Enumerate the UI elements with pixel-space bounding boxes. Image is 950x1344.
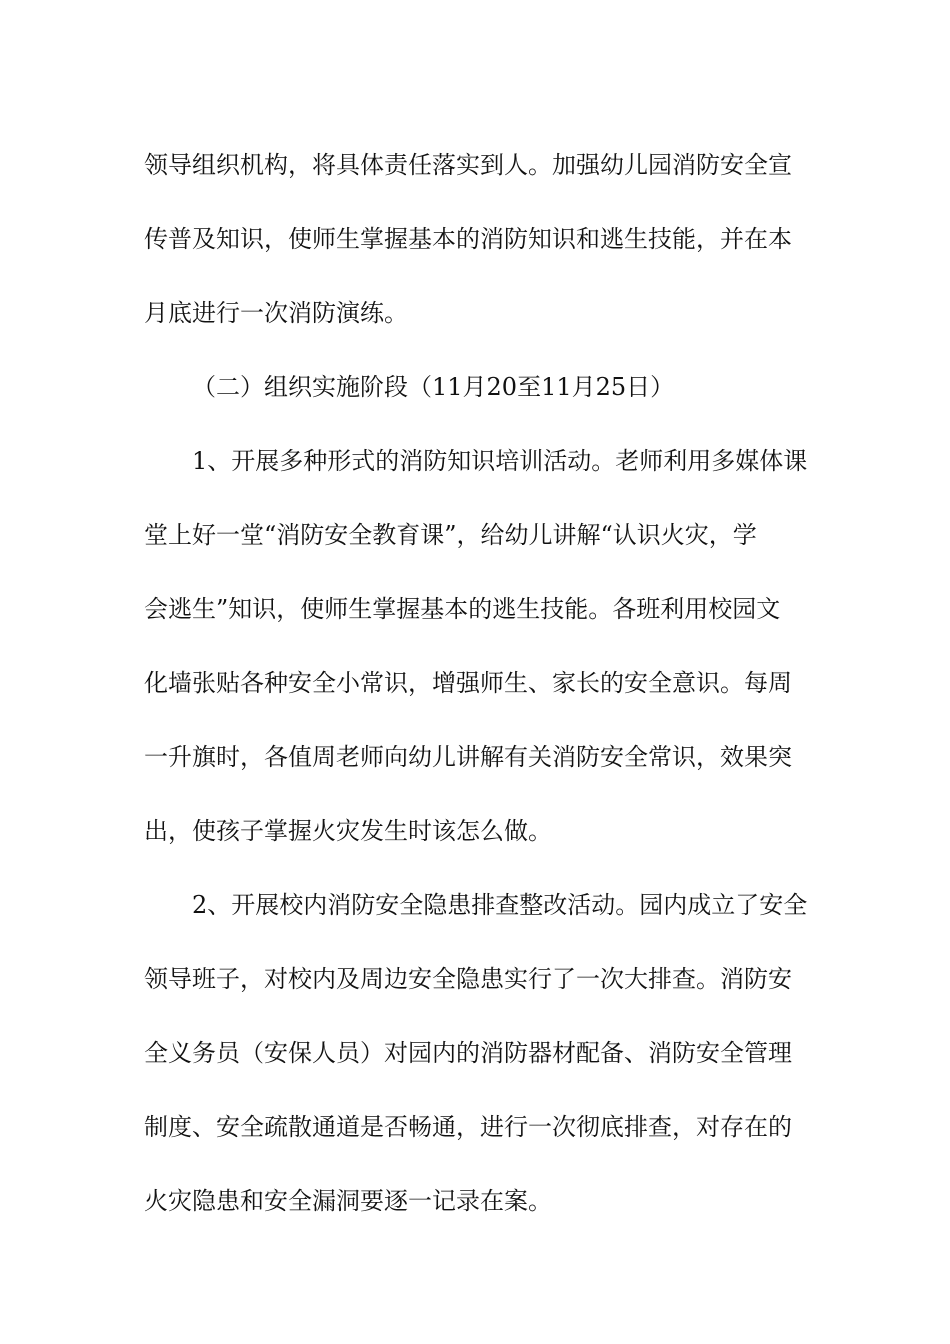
text-line: 化墙张贴各种安全小常识，增强师生、家长的安全意识。每周 bbox=[144, 669, 792, 697]
text-line: 传普及知识，使师生掌握基本的消防知识和逃生技能，并在本 bbox=[144, 225, 792, 253]
text-line: 全义务员（安保人员）对园内的消防器材配备、消防安全管理 bbox=[144, 1039, 792, 1067]
text-line: 领导组织机构，将具体责任落实到人。加强幼儿园消防安全宣 bbox=[144, 151, 792, 179]
text-line: 堂上好一堂“消防安全教育课”，给幼儿讲解“认识火灾，学 bbox=[144, 521, 757, 549]
text-line: 一升旗时，各值周老师向幼儿讲解有关消防安全常识，效果突 bbox=[144, 743, 792, 771]
text-line: 制度、安全疏散通道是否畅通，进行一次彻底排查，对存在的 bbox=[144, 1113, 792, 1141]
text-line: 火灾隐患和安全漏洞要逐一记录在案。 bbox=[144, 1187, 552, 1215]
text-line: 领导班子，对校内及周边安全隐患实行了一次大排查。消防安 bbox=[144, 965, 792, 993]
text-line: 2、开展校内消防安全隐患排查整改活动。园内成立了安全 bbox=[192, 891, 808, 919]
text-line: 会逃生”知识，使师生掌握基本的逃生技能。各班利用校园文 bbox=[144, 595, 781, 623]
document-body bbox=[144, 128, 810, 1238]
text-line: 1、开展多种形式的消防知识培训活动。老师利用多媒体课 bbox=[192, 447, 808, 475]
section-heading: （二）组织实施阶段（11月20至11月25日） bbox=[192, 373, 675, 401]
text-line: 月底进行一次消防演练。 bbox=[144, 299, 408, 327]
text-line: 出，使孩子掌握火灾发生时该怎么做。 bbox=[144, 817, 552, 845]
